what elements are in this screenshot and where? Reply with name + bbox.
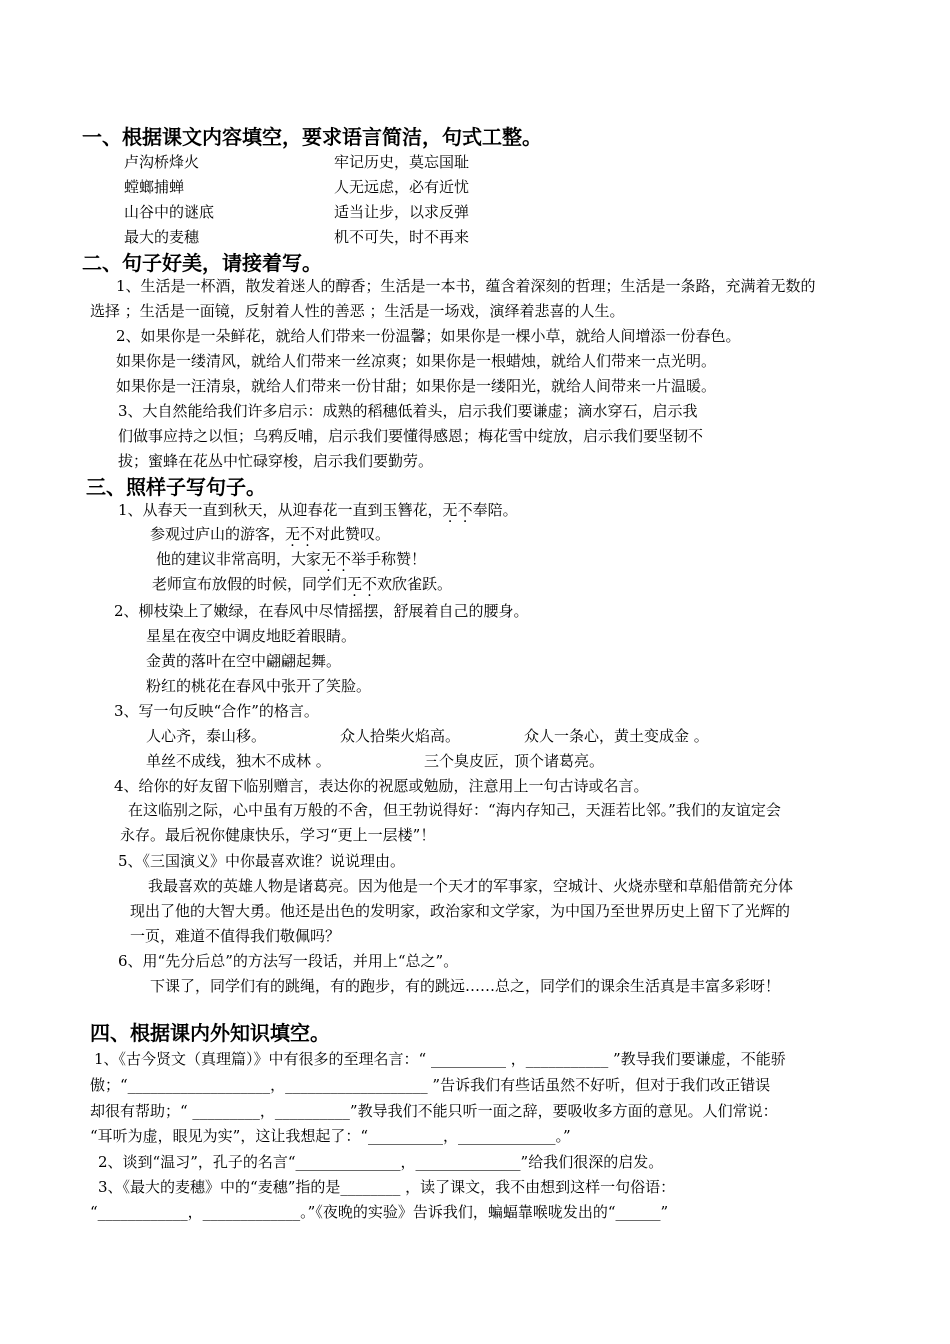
s3-item1-a-tail: 对此赞叹。: [315, 525, 391, 543]
s3-item1-a: [150, 524, 390, 544]
s4-line-7: “____________，_____________。”《夜晚的实验》告诉我们，蝙蝠靠喉咙发出的“______”: [90, 1203, 669, 1221]
s2-line-1: 1、生活是一杯酒，散发着迷人的醇香；生活是一本书，蕴含着深刻的哲理；生活是一条路，充满着无数的: [116, 277, 816, 295]
s3-item4-line-1: 4、给你的好友留下临别赠言，表达你的祝愿或勉励，注意用上一句古诗或名言。: [114, 777, 649, 795]
section4-heading: 四、根据课内外知识填空。: [90, 1021, 330, 1045]
s1-right-4: 机不可失，时不再来: [334, 228, 470, 246]
s3-item5-line-4: 一页，难道不值得我们敬佩吗？: [130, 927, 341, 945]
s4-line-6: 3、《最大的麦穗》中的“麦穗”指的是________ ，读了课文，我不由想到这样一句俗语：: [98, 1178, 676, 1196]
s1-left-3: 山谷中的谜底: [124, 203, 215, 221]
s3-item1-c-emph-1: 无: [347, 575, 363, 593]
s4-line-3: 却很有帮助；“ _________，__________”教导我们不能只听一面之辞，要吸收多方面的意见。人们常说：: [90, 1102, 778, 1120]
s3-item1-a-emph-1: 无: [285, 525, 301, 543]
s3-item4-line-3: 永存。最后祝你健康快乐，学习“更上一层楼”！: [120, 826, 436, 844]
s4-line-2: 傲；“___________________，___________________ ”告诉我们有些话虽然不好听，但对于我们改正错误: [90, 1076, 771, 1094]
s3-item1-line: [118, 500, 518, 520]
s3-item1-tail: 奉陪。: [472, 501, 518, 519]
s1-right-3: 适当让步，以求反弹: [334, 203, 470, 221]
s3-item1-b: [156, 549, 426, 569]
s1-left-1: 卢沟桥烽火: [124, 153, 200, 171]
section2-heading: 二、句子好美，请接着写。: [82, 251, 322, 275]
s4-line-1: 1、《古今贤文（真理篇）》中有很多的至理名言：“ __________ ，___________ ”教导我们要谦虚，不能骄: [94, 1050, 786, 1068]
s3-item6-line-2: 下课了，同学们有的跳绳，有的跑步，有的跳远……总之，同学们的课余生活真是丰富多彩呀！: [150, 977, 781, 995]
s3-item2-line-4: 粉红的桃花在春风中张开了笑脸。: [146, 677, 372, 695]
s3-item5-line-3: 现出了他的大智大勇。他还是出色的发明家，政治家和文学家，为中国乃至世界历史上留下了光辉的: [130, 902, 791, 920]
s3-item3-b1: 单丝不成线，独木不成林 。: [146, 752, 331, 770]
s3-item1-c: [152, 574, 452, 594]
s3-item3-title: 3、写一句反映“合作”的格言。: [114, 702, 319, 720]
s3-item3-a2: 众人拾柴火焰高。: [340, 727, 461, 745]
s3-item1-b-text: 他的建议非常高明，大家: [156, 550, 322, 568]
s1-left-2: 螳螂捕蝉: [124, 178, 185, 196]
s1-right-1: 牢记历史，莫忘国耻: [334, 153, 470, 171]
s3-item1-c-tail: 欢欣雀跃。: [377, 575, 453, 593]
s3-item2-line-1: 2、柳枝染上了嫩绿，在春风中尽情摇摆，舒展着自己的腰身。: [114, 602, 529, 620]
s3-item1-b-tail: 举手称赞！: [351, 550, 427, 568]
s4-line-5: 2、谈到“温习”，孔子的名言“______________，______________”给我们很深的启发。: [98, 1153, 664, 1171]
s2-line-2: 选择 ；生活是一面镜，反射着人性的善恶 ；生活是一场戏，演绎着悲喜的人生。: [90, 302, 625, 320]
s4-line-4: “耳听为虚，眼见为实”，这让我想起了：“__________，_____________。”: [90, 1127, 571, 1145]
s2-line-5: 如果你是一汪清泉，就给人们带来一份甘甜；如果你是一缕阳光，就给人间带来一片温暖。: [116, 377, 717, 395]
s2-line-6: 3、大自然能给我们许多启示：成熟的稻穗低着头，启示我们要谦虚；滴水穿石，启示我: [118, 402, 698, 420]
s3-item3-b2: 三个臭皮匠，顶个诸葛亮。: [424, 752, 605, 770]
s2-line-4: 如果你是一缕清风，就给人们带来一丝凉爽；如果你是一根蜡烛，就给人们带来一点光明。: [116, 352, 717, 370]
s3-item2-line-3: 金黄的落叶在空中翩翩起舞。: [146, 652, 342, 670]
s3-item3-a3: 众人一条心，黄土变成金 。: [524, 727, 709, 745]
s3-item1-emph-1: 无: [442, 501, 458, 519]
section3-heading: 三、照样子写句子。: [86, 475, 266, 499]
s3-item1-b-emph-2: 不: [336, 550, 352, 568]
s3-item1-b-emph-1: 无: [321, 550, 337, 568]
s2-line-8: 拔；蜜蜂在花丛中忙碌穿梭，启示我们要勤劳。: [118, 452, 434, 470]
s3-item1-text: 1、从春天一直到秋天，从迎春花一直到玉簪花，: [118, 501, 443, 519]
s3-item5-line-2: 我最喜欢的英雄人物是诸葛亮。因为他是一个天才的军事家，空城计、火烧赤壁和草船借箭充分体: [148, 877, 794, 895]
s3-item4-line-2: 在这临别之际，心中虽有万般的不舍，但王勃说得好：“海内存知己，天涯若比邻。”我们的友谊定会: [128, 801, 781, 819]
s3-item2-line-2: 星星在夜空中调皮地眨着眼睛。: [146, 627, 357, 645]
s3-item1-a-emph-2: 不: [300, 525, 316, 543]
s2-line-3: 2、如果你是一朵鲜花，就给人们带来一份温馨；如果你是一棵小草，就给人间增添一份春色。: [116, 327, 741, 345]
s2-line-7: 们做事应持之以恒；乌鸦反哺，启示我们要懂得感恩；梅花雪中绽放，启示我们要坚韧不: [118, 427, 704, 445]
s3-item3-a1: 人心齐，泰山移。: [146, 727, 267, 745]
s3-item5-line-1: 5、《三国演义》中你最喜欢谁？说说理由。: [118, 852, 406, 870]
s3-item1-a-text: 参观过庐山的游客，: [150, 525, 286, 543]
s3-item6-line-1: 6、用“先分后总”的方法写一段话，并用上“总之”。: [118, 952, 459, 970]
s3-item1-c-text: 老师宣布放假的时候，同学们: [152, 575, 348, 593]
s3-item1-emph-2: 不: [457, 501, 473, 519]
s3-item1-c-emph-2: 不: [362, 575, 378, 593]
s1-left-4: 最大的麦穗: [124, 228, 200, 246]
section1-heading: 一、根据课文内容填空，要求语言简洁，句式工整。: [82, 125, 542, 149]
s1-right-2: 人无远虑，必有近忧: [334, 178, 470, 196]
